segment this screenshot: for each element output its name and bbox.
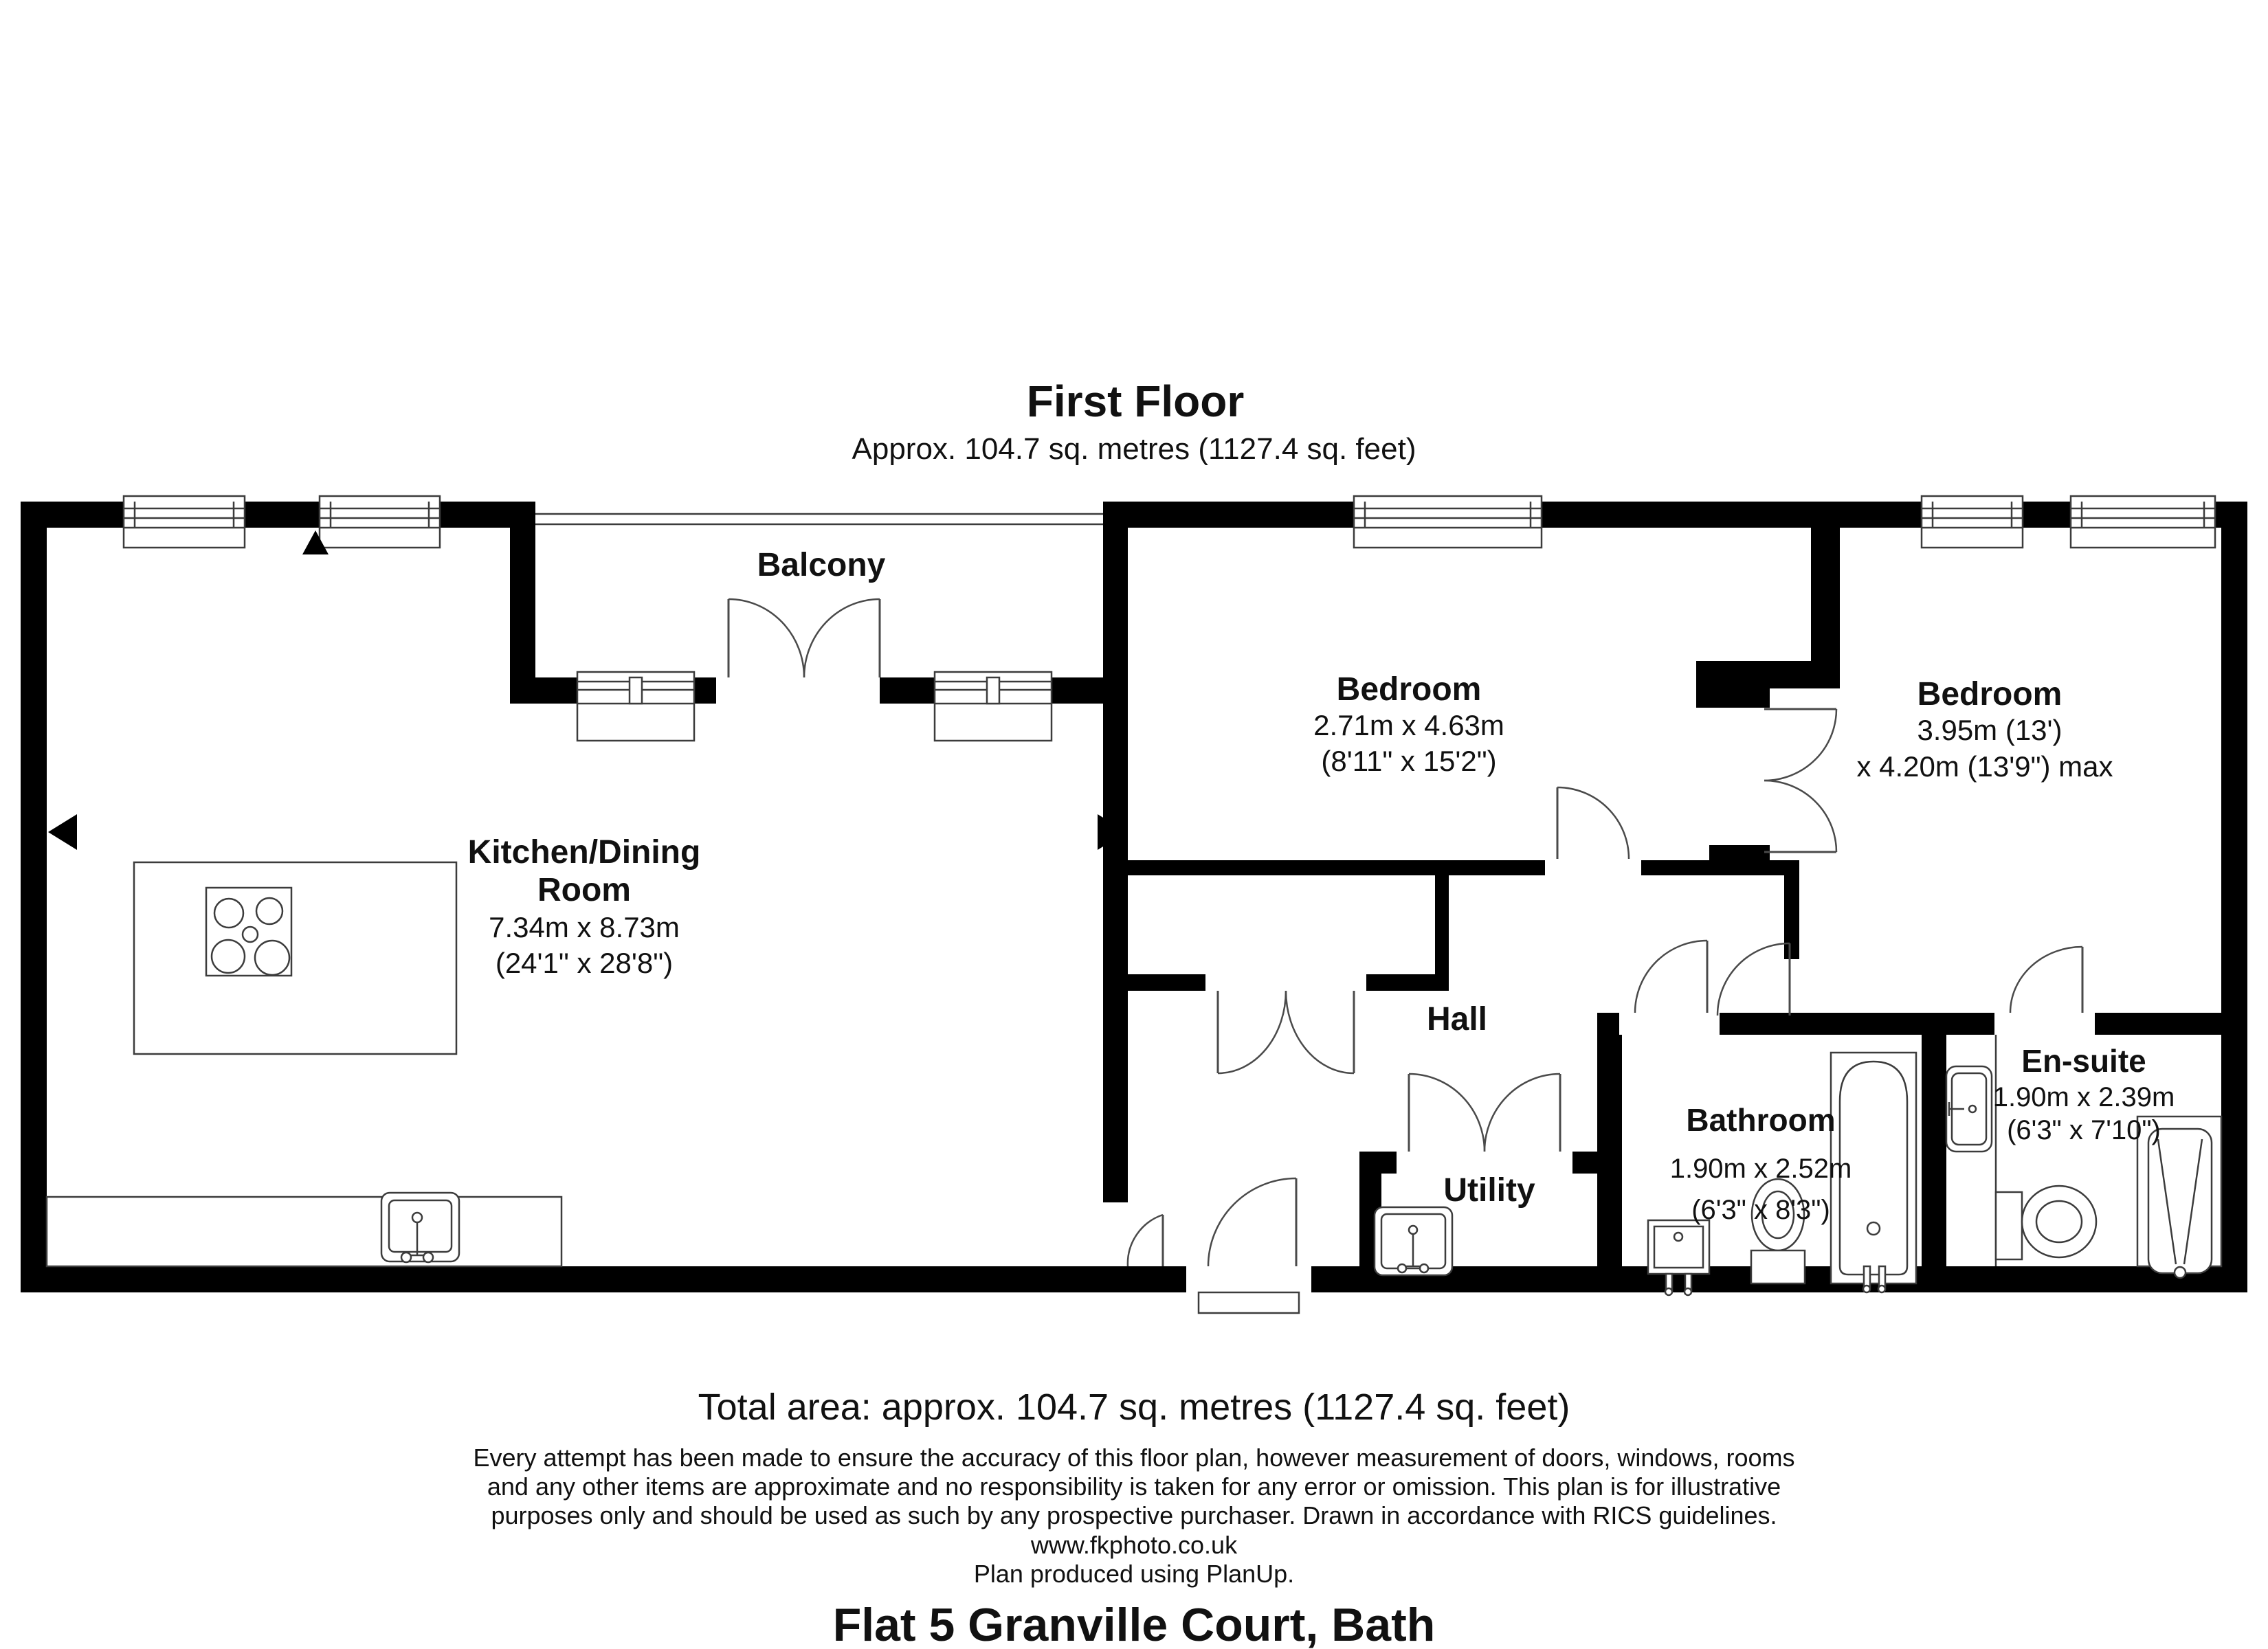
kitchen-island: [134, 862, 456, 1054]
hob: [206, 888, 291, 976]
ensuite-dims-imperial: (6'3" x 7'10"): [2007, 1115, 2161, 1145]
ensuite-dims-metric: 1.90m x 2.39m: [1992, 1082, 2175, 1112]
arrow-left-icon: [48, 814, 77, 850]
bedroom1-window: [1354, 496, 1542, 548]
bedroom2-window-2: [2071, 496, 2215, 548]
balcony-window-right: [935, 672, 1052, 741]
bathroom-ensuite-divider: [1922, 1013, 1946, 1266]
vestibule-wall: [1784, 875, 1799, 959]
bathroom-dims-imperial: (6'3" x 8'3"): [1691, 1195, 1830, 1225]
bathroom-label: Bathroom: [1686, 1102, 1836, 1138]
closet-bottom-wall-left: [1128, 974, 1218, 991]
bathroom-door-arc: [1635, 941, 1707, 1013]
hall-label: Hall: [1426, 1001, 1488, 1037]
kitchen-door-arc: [1128, 1215, 1163, 1266]
closet-right-wall: [1435, 875, 1449, 991]
bedroom1-door-arc: [1557, 787, 1629, 859]
utility-door-right-arc: [1485, 1074, 1560, 1152]
bathroom-left-wall: [1597, 1013, 1622, 1266]
balcony-label: Balcony: [757, 547, 886, 583]
utility-sink: [1375, 1207, 1452, 1275]
kitchen-dims-imperial: (24'1" x 28'8"): [495, 947, 674, 979]
bathroom-dims-metric: 1.90m x 2.52m: [1669, 1154, 1852, 1184]
kitchen-window-1: [124, 496, 245, 548]
disclaimer-line1: Every attempt has been made to ensure the accuracy of this floor plan, however measurement of doors, windows, rooms: [473, 1444, 1795, 1472]
utility-label: Utility: [1443, 1172, 1535, 1209]
bedroom1-dims-metric: 2.71m x 4.63m: [1313, 709, 1504, 741]
entrance-door-arc: [1208, 1178, 1296, 1266]
bedroom-divider-jog: [1696, 661, 1840, 688]
utility-door-left-arc: [1409, 1074, 1485, 1152]
vestibule-door-arc: [1717, 943, 1790, 1016]
ensuite-toilet: [1996, 1186, 2096, 1259]
kitchen-label2: Room: [537, 872, 631, 908]
ensuite-label: En-suite: [2021, 1043, 2146, 1079]
balcony-structure: [510, 502, 1103, 741]
page-subtitle: Approx. 104.7 sq. metres (1127.4 sq. feet): [852, 432, 1416, 466]
bedroom2-window-1: [1922, 496, 2023, 548]
interior-walls: [1103, 528, 2221, 1266]
page-title: First Floor: [1026, 377, 1245, 426]
bedroom2-label: Bedroom: [1917, 676, 2063, 713]
bedroom2-door-top-arc: [1764, 709, 1836, 781]
kitchen-sink: [381, 1193, 459, 1262]
balcony-left-wall: [510, 502, 535, 704]
bedroom1-label: Bedroom: [1336, 671, 1482, 708]
produced-by-text: Plan produced using PlanUp.: [973, 1560, 1295, 1588]
kitchen-fixtures: [47, 862, 562, 1266]
ensuite-door-arc: [2010, 947, 2082, 1013]
disclaimer-line2: and any other items are approximate and no responsibility is taken for any error or omission. This plan is for illustrative: [487, 1472, 1781, 1501]
closet-door-right-arc: [1286, 991, 1354, 1073]
kitchen-dims-metric: 7.34m x 8.73m: [489, 911, 680, 943]
bedroom2-door-bottom-arc: [1764, 781, 1836, 852]
kitchen-label: Kitchen/Dining: [467, 834, 701, 871]
kitchen-window-2: [320, 496, 440, 548]
ensuite-sink: [1946, 1066, 1992, 1152]
balcony-window-left: [577, 672, 694, 741]
bedroom2-door-top-block: [1696, 688, 1770, 708]
property-title: Flat 5 Granville Court, Bath: [832, 1599, 1436, 1649]
entrance-threshold: [1199, 1292, 1299, 1313]
bedroom1-dims-imperial: (8'11" x 15'2"): [1321, 745, 1497, 777]
balcony-door-right-arc: [804, 599, 880, 677]
bedroom2-dims-imperial: x 4.20m (13'9") max: [1856, 750, 2113, 783]
bedroom-divider-upper: [1811, 528, 1840, 661]
disclaimer-line3: purposes only and should be used as such by any prospective purchaser. Drawn in accordance with RICS guidelines.: [491, 1501, 1777, 1529]
website-text: www.fkphoto.co.uk: [1030, 1531, 1238, 1559]
kitchen-divider-wall: [1103, 528, 1128, 1215]
bedroom2-dims-metric: 3.95m (13'): [1917, 714, 2063, 746]
total-area-text: Total area: approx. 104.7 sq. metres (1127.4 sq. feet): [698, 1387, 1570, 1428]
balcony-door-left-arc: [729, 599, 804, 677]
closet-door-left-arc: [1218, 991, 1286, 1073]
kitchen-counter: [47, 1197, 562, 1266]
bedroom1-bottom-wall: [1128, 860, 1545, 875]
